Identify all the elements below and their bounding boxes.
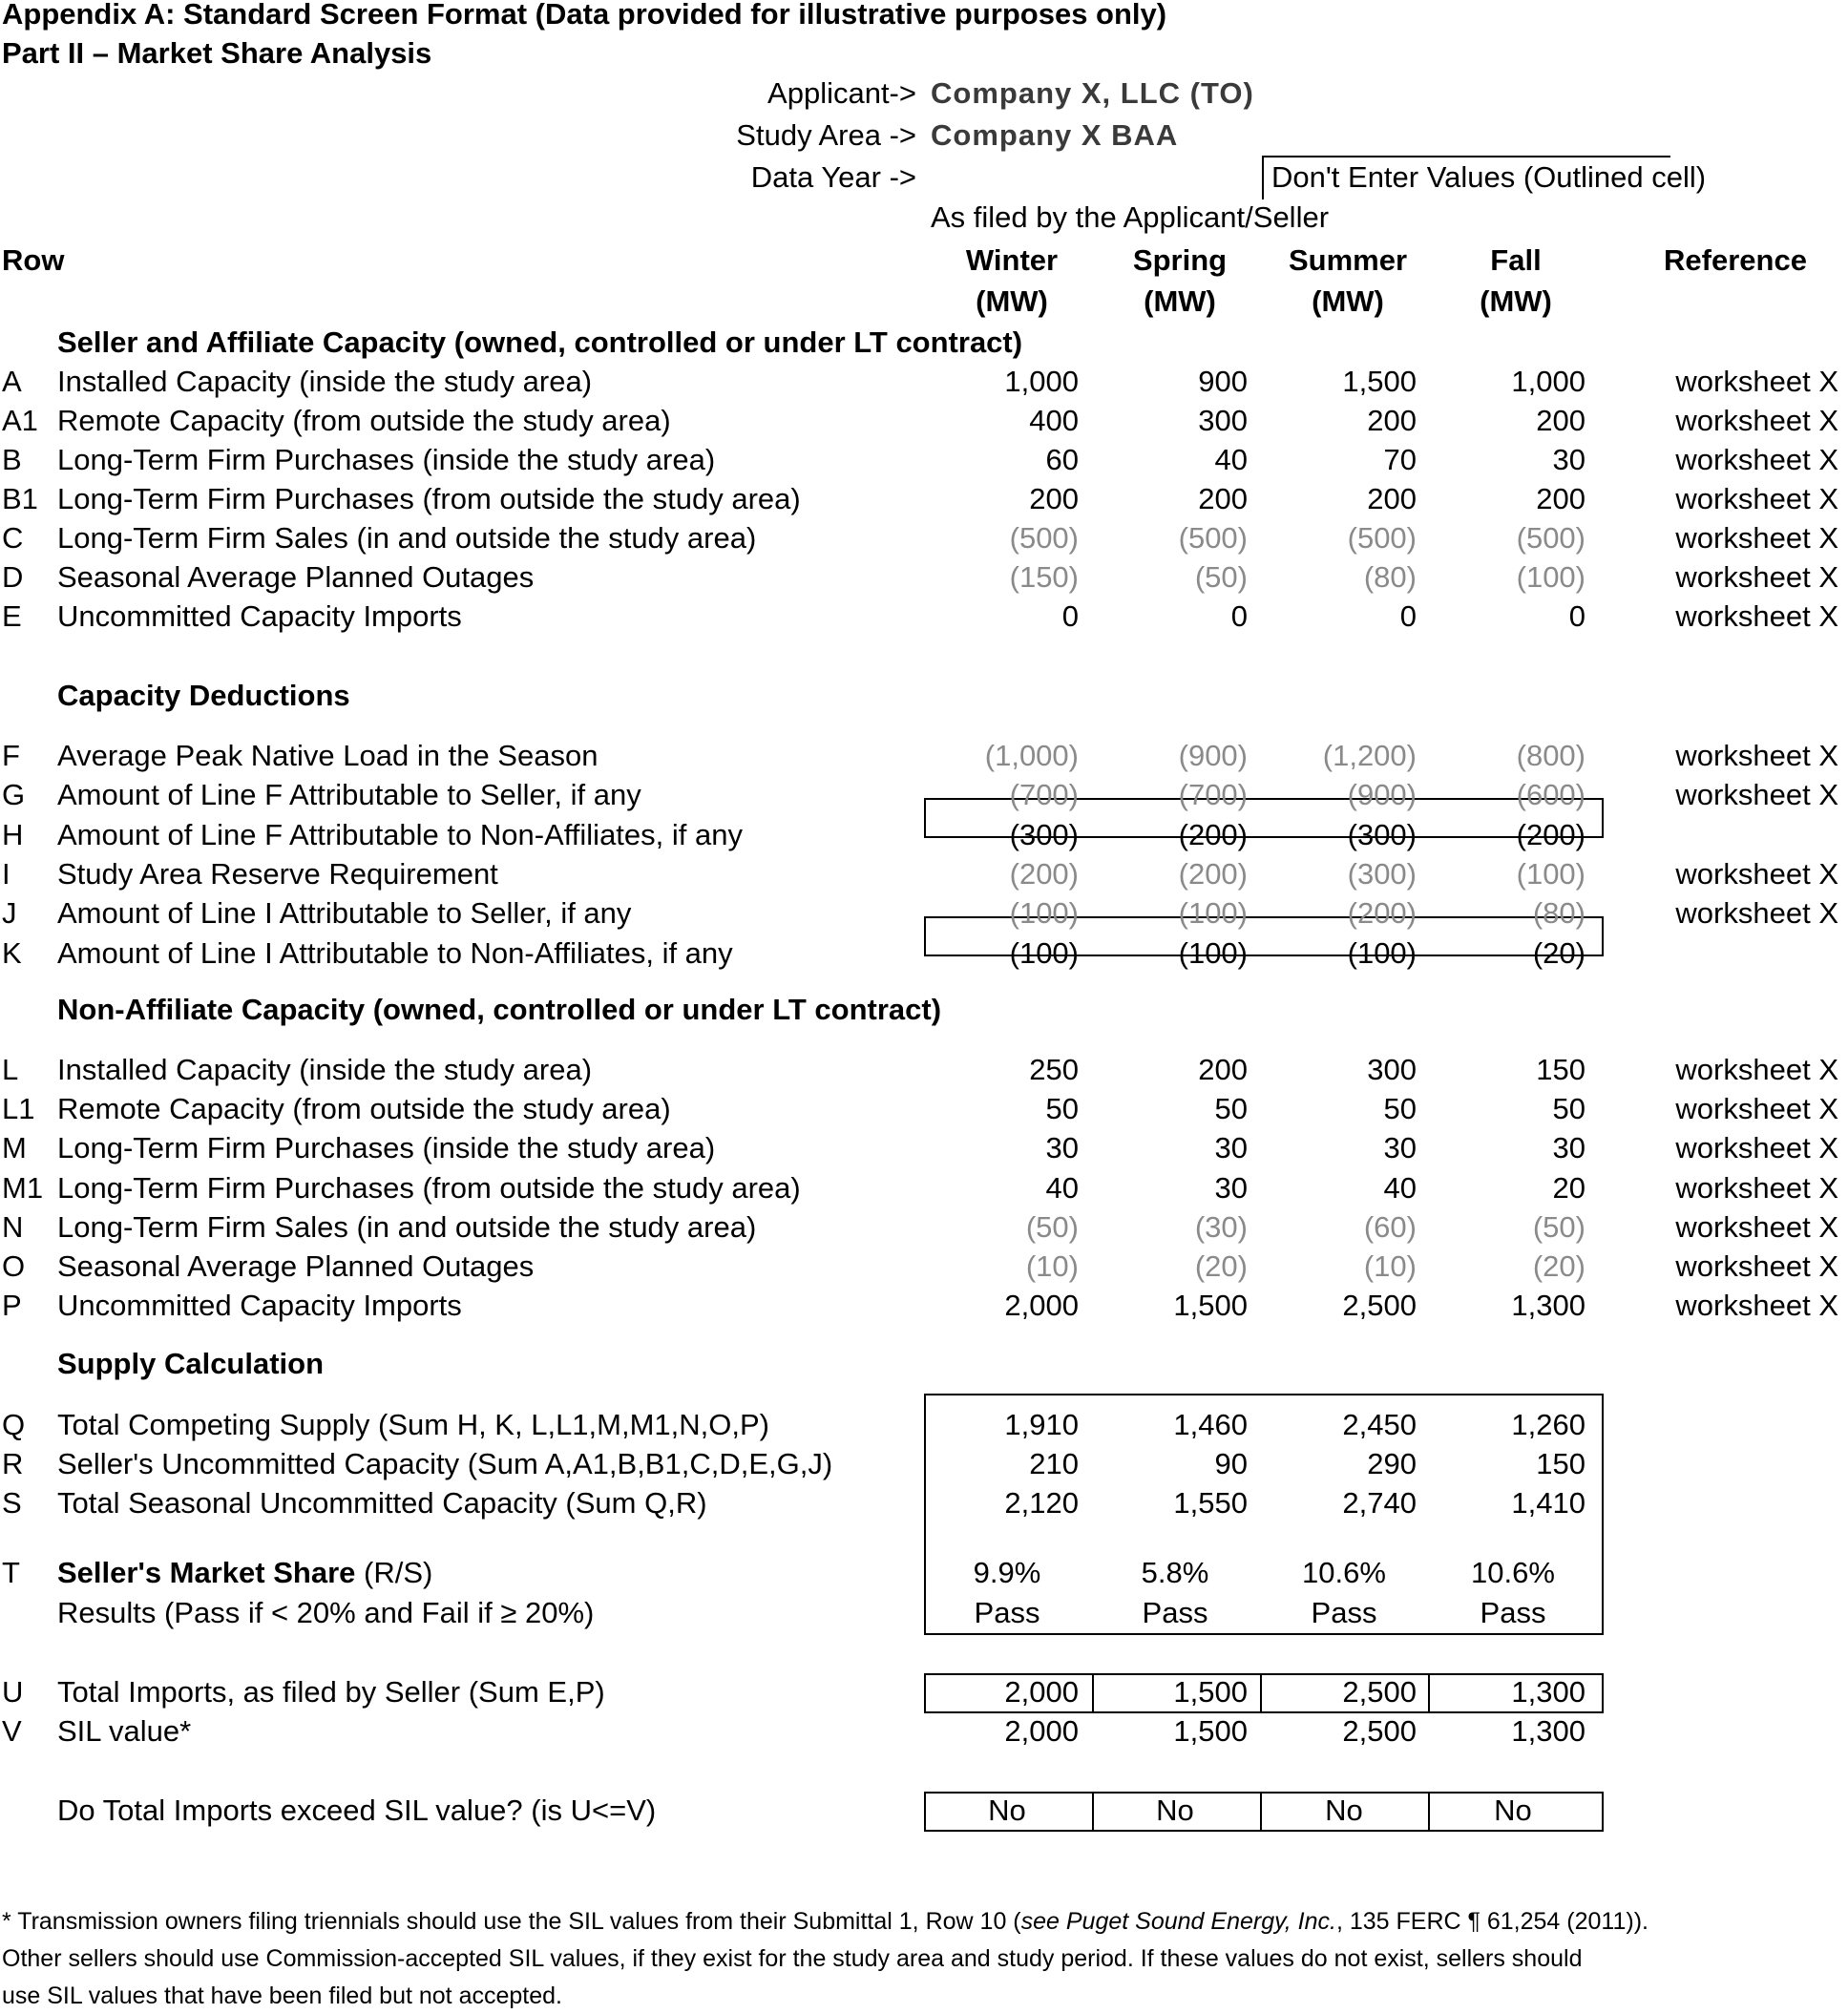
row-value-r-2: 290 bbox=[1367, 1447, 1417, 1480]
row-value-m1-0: 40 bbox=[1045, 1171, 1079, 1205]
col-header-spring-unit: (MW) bbox=[1144, 284, 1216, 318]
row-id-k: K bbox=[2, 936, 22, 970]
row-reference-j: worksheet X bbox=[1675, 896, 1838, 930]
row-reference-l1: worksheet X bbox=[1675, 1092, 1838, 1125]
row-value-m-1: 30 bbox=[1214, 1131, 1248, 1164]
row-label-n: Long-Term Firm Sales (in and outside the study area) bbox=[57, 1210, 757, 1244]
row-value-j-0: (100) bbox=[1009, 896, 1079, 930]
row-value-a1-2: 200 bbox=[1367, 404, 1417, 437]
row-value-d-1: (50) bbox=[1194, 560, 1248, 594]
row-value-o-0: (10) bbox=[1025, 1249, 1079, 1283]
row-value-h-3: (200) bbox=[1516, 818, 1586, 851]
row-value-c-0: (500) bbox=[1009, 521, 1079, 555]
row-value-n-1: (30) bbox=[1194, 1210, 1248, 1244]
sil-value-3: 1,300 bbox=[1511, 1714, 1586, 1748]
col-header-winter: Winter bbox=[965, 243, 1059, 277]
section-non-affiliate: Non-Affiliate Capacity (owned, controlled or under LT contract) bbox=[57, 993, 942, 1026]
row-id-d: D bbox=[2, 560, 24, 594]
exceed-answer-3: No bbox=[1494, 1794, 1532, 1827]
row-id-p: P bbox=[2, 1289, 22, 1322]
footnote-line-2: Other sellers should use Commission-accepted SIL values, if they exist for the study area and study period. If these values do not exist, sellers should bbox=[2, 1945, 1583, 1972]
row-label-b: Long-Term Firm Purchases (inside the study area) bbox=[57, 443, 716, 476]
imports-cell-divider-2 bbox=[1428, 1673, 1430, 1713]
row-value-a1-1: 300 bbox=[1198, 404, 1248, 437]
row-value-k-3: (20) bbox=[1532, 936, 1586, 970]
row-value-c-1: (500) bbox=[1178, 521, 1248, 555]
row-value-b-0: 60 bbox=[1045, 443, 1079, 476]
row-value-b-2: 70 bbox=[1383, 443, 1417, 476]
row-reference-m: worksheet X bbox=[1675, 1131, 1838, 1164]
row-value-g-1: (700) bbox=[1178, 778, 1248, 811]
answer-cell-divider-2 bbox=[1428, 1792, 1430, 1832]
row-value-h-0: (300) bbox=[1009, 818, 1079, 851]
imports-value-2: 2,500 bbox=[1342, 1675, 1417, 1709]
col-header-summer-unit: (MW) bbox=[1312, 284, 1384, 318]
row-value-m1-2: 40 bbox=[1383, 1171, 1417, 1205]
row-value-r-3: 150 bbox=[1536, 1447, 1586, 1480]
legend-text: Don't Enter Values (Outlined cell) bbox=[1271, 160, 1707, 194]
row-value-p-1: 1,500 bbox=[1173, 1289, 1248, 1322]
row-value-b1-1: 200 bbox=[1198, 482, 1248, 515]
footnote-line-3: use SIL values that have been filed but not accepted. bbox=[2, 1983, 562, 2009]
row-value-f-0: (1,000) bbox=[984, 739, 1079, 772]
row-label-m: Long-Term Firm Purchases (inside the study area) bbox=[57, 1131, 716, 1164]
row-id-h: H bbox=[2, 818, 24, 851]
col-header-fall: Fall bbox=[1490, 243, 1542, 277]
row-id-b1: B1 bbox=[2, 482, 38, 515]
row-value-a1-3: 200 bbox=[1536, 404, 1586, 437]
row-id-n: N bbox=[2, 1210, 24, 1244]
row-value-i-0: (200) bbox=[1009, 857, 1079, 891]
row-value-g-2: (900) bbox=[1347, 778, 1417, 811]
imports-value-3: 1,300 bbox=[1511, 1675, 1586, 1709]
row-label-a1: Remote Capacity (from outside the study area) bbox=[57, 404, 671, 437]
row-value-r-1: 90 bbox=[1214, 1447, 1248, 1480]
row-value-b-1: 40 bbox=[1214, 443, 1248, 476]
row-value-e-1: 0 bbox=[1230, 599, 1248, 633]
row-label-l1: Remote Capacity (from outside the study area) bbox=[57, 1092, 671, 1125]
row-value-l-2: 300 bbox=[1367, 1053, 1417, 1086]
row-value-q-1: 1,460 bbox=[1173, 1408, 1248, 1441]
row-value-n-2: (60) bbox=[1363, 1210, 1417, 1244]
row-label-a: Installed Capacity (inside the study area) bbox=[57, 365, 593, 398]
filed-by-note: As filed by the Applicant/Seller bbox=[931, 200, 1330, 234]
row-id-v: V bbox=[2, 1714, 22, 1748]
row-id-j: J bbox=[2, 896, 17, 930]
row-value-m-3: 30 bbox=[1552, 1131, 1586, 1164]
row-value-n-3: (50) bbox=[1532, 1210, 1586, 1244]
row-value-a1-0: 400 bbox=[1029, 404, 1079, 437]
section-seller-affiliate: Seller and Affiliate Capacity (owned, controlled or under LT contract) bbox=[57, 325, 1023, 359]
row-value-i-2: (300) bbox=[1347, 857, 1417, 891]
row-value-h-1: (200) bbox=[1178, 818, 1248, 851]
row-value-c-2: (500) bbox=[1347, 521, 1417, 555]
row-value-o-1: (20) bbox=[1194, 1249, 1248, 1283]
answer-cell-divider-1 bbox=[1260, 1792, 1262, 1832]
sil-value-2: 2,500 bbox=[1342, 1714, 1417, 1748]
col-header-reference: Reference bbox=[1664, 243, 1807, 277]
result-value-0: Pass bbox=[974, 1596, 1040, 1629]
row-id-s: S bbox=[2, 1486, 22, 1520]
row-value-i-1: (200) bbox=[1178, 857, 1248, 891]
row-value-l-3: 150 bbox=[1536, 1053, 1586, 1086]
row-value-l1-0: 50 bbox=[1045, 1092, 1079, 1125]
sil-value-0: 2,000 bbox=[1004, 1714, 1079, 1748]
row-label-i: Study Area Reserve Requirement bbox=[57, 857, 498, 891]
row-value-s-3: 1,410 bbox=[1511, 1486, 1586, 1520]
row-value-q-0: 1,910 bbox=[1004, 1408, 1079, 1441]
market-share-label bbox=[57, 1556, 432, 1590]
study-area-label: Study Area -> bbox=[736, 118, 916, 152]
result-value-1: Pass bbox=[1142, 1596, 1208, 1629]
row-value-l-0: 250 bbox=[1029, 1053, 1079, 1086]
row-label-d: Seasonal Average Planned Outages bbox=[57, 560, 535, 594]
market-share-value-1: 5.8% bbox=[1141, 1556, 1209, 1589]
market-share-value-2: 10.6% bbox=[1302, 1556, 1386, 1589]
row-id-c: C bbox=[2, 521, 24, 555]
row-id-g: G bbox=[2, 778, 26, 811]
row-value-o-3: (20) bbox=[1532, 1249, 1586, 1283]
col-header-spring: Spring bbox=[1132, 243, 1228, 277]
row-value-f-2: (1,200) bbox=[1322, 739, 1417, 772]
row-value-b1-2: 200 bbox=[1367, 482, 1417, 515]
row-value-a-0: 1,000 bbox=[1004, 365, 1079, 398]
col-header-row: Row bbox=[2, 243, 65, 277]
section-capacity-deductions: Capacity Deductions bbox=[57, 679, 350, 712]
row-reference-i: worksheet X bbox=[1675, 857, 1838, 891]
study-area-value: Company X BAA bbox=[931, 118, 1179, 152]
row-id-i: I bbox=[2, 857, 10, 891]
row-label-m1: Long-Term Firm Purchases (from outside the study area) bbox=[57, 1171, 801, 1205]
row-value-s-0: 2,120 bbox=[1004, 1486, 1079, 1520]
row-id-r: R bbox=[2, 1447, 24, 1480]
row-id-e: E bbox=[2, 599, 22, 633]
applicant-value: Company X, LLC (TO) bbox=[931, 76, 1254, 110]
imports-value-1: 1,500 bbox=[1173, 1675, 1248, 1709]
section-supply-calculation: Supply Calculation bbox=[57, 1347, 325, 1380]
row-value-b1-3: 200 bbox=[1536, 482, 1586, 515]
row-label-f: Average Peak Native Load in the Season bbox=[57, 739, 598, 772]
row-reference-n: worksheet X bbox=[1675, 1210, 1838, 1244]
row-reference-c: worksheet X bbox=[1675, 521, 1838, 555]
row-value-l1-3: 50 bbox=[1552, 1092, 1586, 1125]
document-title: Appendix A: Standard Screen Format (Data provided for illustrative purposes only) bbox=[2, 0, 1167, 31]
row-value-a-2: 1,500 bbox=[1342, 365, 1417, 398]
row-value-i-3: (100) bbox=[1516, 857, 1586, 891]
row-id-q: Q bbox=[2, 1408, 26, 1441]
market-share-value-3: 10.6% bbox=[1471, 1556, 1555, 1589]
row-reference-b: worksheet X bbox=[1675, 443, 1838, 476]
row-label-g: Amount of Line F Attributable to Seller, if any bbox=[57, 778, 641, 811]
row-id-l: L bbox=[2, 1053, 19, 1086]
row-value-m-0: 30 bbox=[1045, 1131, 1079, 1164]
data-year-label: Data Year -> bbox=[750, 160, 916, 194]
row-label-q: Total Competing Supply (Sum H, K, L,L1,M,M1,N,O,P) bbox=[57, 1408, 769, 1441]
row-value-p-0: 2,000 bbox=[1004, 1289, 1079, 1322]
row-value-e-0: 0 bbox=[1061, 599, 1079, 633]
row-value-f-3: (800) bbox=[1516, 739, 1586, 772]
row-id-a1: A1 bbox=[2, 404, 38, 437]
row-value-m1-1: 30 bbox=[1214, 1171, 1248, 1205]
row-label-s: Total Seasonal Uncommitted Capacity (Sum Q,R) bbox=[57, 1486, 707, 1520]
row-value-j-3: (80) bbox=[1532, 896, 1586, 930]
row-id-l1: L1 bbox=[2, 1092, 35, 1125]
row-value-s-1: 1,550 bbox=[1173, 1486, 1248, 1520]
row-value-d-0: (150) bbox=[1009, 560, 1079, 594]
row-id-t: T bbox=[2, 1556, 20, 1589]
exceed-answer-1: No bbox=[1156, 1794, 1194, 1827]
row-id-a: A bbox=[2, 365, 22, 398]
row-reference-a1: worksheet X bbox=[1675, 404, 1838, 437]
row-value-f-1: (900) bbox=[1178, 739, 1248, 772]
document-subtitle: Part II – Market Share Analysis bbox=[2, 36, 432, 70]
row-value-q-2: 2,450 bbox=[1342, 1408, 1417, 1441]
row-value-k-0: (100) bbox=[1009, 936, 1079, 970]
row-id-o: O bbox=[2, 1249, 26, 1283]
footnote-line-1 bbox=[2, 1903, 1648, 1940]
sil-label: SIL value* bbox=[57, 1714, 192, 1748]
row-label-e: Uncommitted Capacity Imports bbox=[57, 599, 462, 633]
row-reference-e: worksheet X bbox=[1675, 599, 1838, 633]
row-reference-f: worksheet X bbox=[1675, 739, 1838, 772]
row-value-p-2: 2,500 bbox=[1342, 1289, 1417, 1322]
row-value-l1-2: 50 bbox=[1383, 1092, 1417, 1125]
row-id-m1: M1 bbox=[2, 1171, 44, 1205]
row-value-k-1: (100) bbox=[1178, 936, 1248, 970]
result-value-2: Pass bbox=[1311, 1596, 1377, 1629]
row-value-a-1: 900 bbox=[1198, 365, 1248, 398]
row-reference-p: worksheet X bbox=[1675, 1289, 1838, 1322]
col-header-fall-unit: (MW) bbox=[1480, 284, 1552, 318]
row-label-l: Installed Capacity (inside the study area) bbox=[57, 1053, 593, 1086]
row-value-q-3: 1,260 bbox=[1511, 1408, 1586, 1441]
row-value-e-3: 0 bbox=[1568, 599, 1586, 633]
row-id-u: U bbox=[2, 1675, 24, 1709]
results-label: Results (Pass if < 20% and Fail if ≥ 20%) bbox=[57, 1596, 595, 1629]
imports-cell-divider-0 bbox=[1092, 1673, 1094, 1713]
market-share-label-rest: (R/S) bbox=[355, 1556, 433, 1589]
answer-cell-divider-0 bbox=[1092, 1792, 1094, 1832]
row-value-h-2: (300) bbox=[1347, 818, 1417, 851]
row-label-c: Long-Term Firm Sales (in and outside the study area) bbox=[57, 521, 757, 555]
row-value-l-1: 200 bbox=[1198, 1053, 1248, 1086]
row-reference-g: worksheet X bbox=[1675, 778, 1838, 811]
row-value-n-0: (50) bbox=[1025, 1210, 1079, 1244]
footnote-1a: * Transmission owners filing triennials should use the SIL values from their Submittal 1, Row 10 ( bbox=[2, 1908, 1021, 1935]
row-value-o-2: (10) bbox=[1363, 1249, 1417, 1283]
footnote-1c: Puget Sound Energy, Inc. bbox=[1059, 1908, 1336, 1935]
row-value-j-2: (200) bbox=[1347, 896, 1417, 930]
row-label-j: Amount of Line I Attributable to Seller, if any bbox=[57, 896, 632, 930]
row-label-o: Seasonal Average Planned Outages bbox=[57, 1249, 535, 1283]
row-reference-b1: worksheet X bbox=[1675, 482, 1838, 515]
row-id-b: B bbox=[2, 443, 22, 476]
row-value-l1-1: 50 bbox=[1214, 1092, 1248, 1125]
row-value-e-2: 0 bbox=[1399, 599, 1417, 633]
row-reference-l: worksheet X bbox=[1675, 1053, 1838, 1086]
applicant-label: Applicant-> bbox=[767, 76, 916, 110]
col-header-winter-unit: (MW) bbox=[976, 284, 1048, 318]
row-label-h: Amount of Line F Attributable to Non-Affiliates, if any bbox=[57, 818, 743, 851]
row-reference-d: worksheet X bbox=[1675, 560, 1838, 594]
footnote-1b: see bbox=[1020, 1908, 1060, 1935]
exceed-question: Do Total Imports exceed SIL value? (is U<=V) bbox=[57, 1794, 657, 1827]
market-share-label-bold: Seller's Market Share bbox=[57, 1556, 356, 1589]
exceed-answer-2: No bbox=[1325, 1794, 1363, 1827]
row-value-g-3: (600) bbox=[1516, 778, 1586, 811]
row-value-m-2: 30 bbox=[1383, 1131, 1417, 1164]
row-value-b-3: 30 bbox=[1552, 443, 1586, 476]
row-label-p: Uncommitted Capacity Imports bbox=[57, 1289, 462, 1322]
row-value-d-3: (100) bbox=[1516, 560, 1586, 594]
imports-label: Total Imports, as filed by Seller (Sum E,P) bbox=[57, 1675, 605, 1709]
result-value-3: Pass bbox=[1480, 1596, 1546, 1629]
row-value-p-3: 1,300 bbox=[1511, 1289, 1586, 1322]
row-value-j-1: (100) bbox=[1178, 896, 1248, 930]
row-value-m1-3: 20 bbox=[1552, 1171, 1586, 1205]
row-reference-a: worksheet X bbox=[1675, 365, 1838, 398]
col-header-summer: Summer bbox=[1288, 243, 1408, 277]
exceed-answer-0: No bbox=[988, 1794, 1026, 1827]
imports-value-0: 2,000 bbox=[1004, 1675, 1079, 1709]
row-value-d-2: (80) bbox=[1363, 560, 1417, 594]
row-label-k: Amount of Line I Attributable to Non-Affiliates, if any bbox=[57, 936, 733, 970]
row-value-a-3: 1,000 bbox=[1511, 365, 1586, 398]
row-label-r: Seller's Uncommitted Capacity (Sum A,A1,B,B1,C,D,E,G,J) bbox=[57, 1447, 833, 1480]
sil-value-1: 1,500 bbox=[1173, 1714, 1248, 1748]
footnote-1d: , 135 FERC ¶ 61,254 (2011)). bbox=[1335, 1908, 1648, 1935]
row-id-m: M bbox=[2, 1131, 27, 1164]
row-id-f: F bbox=[2, 739, 20, 772]
row-label-b1: Long-Term Firm Purchases (from outside the study area) bbox=[57, 482, 801, 515]
row-value-s-2: 2,740 bbox=[1342, 1486, 1417, 1520]
row-value-c-3: (500) bbox=[1516, 521, 1586, 555]
row-reference-o: worksheet X bbox=[1675, 1249, 1838, 1283]
row-value-r-0: 210 bbox=[1029, 1447, 1079, 1480]
imports-cell-divider-1 bbox=[1260, 1673, 1262, 1713]
row-value-k-2: (100) bbox=[1347, 936, 1417, 970]
row-value-b1-0: 200 bbox=[1029, 482, 1079, 515]
market-share-value-0: 9.9% bbox=[973, 1556, 1041, 1589]
row-value-g-0: (700) bbox=[1009, 778, 1079, 811]
row-reference-m1: worksheet X bbox=[1675, 1171, 1838, 1205]
